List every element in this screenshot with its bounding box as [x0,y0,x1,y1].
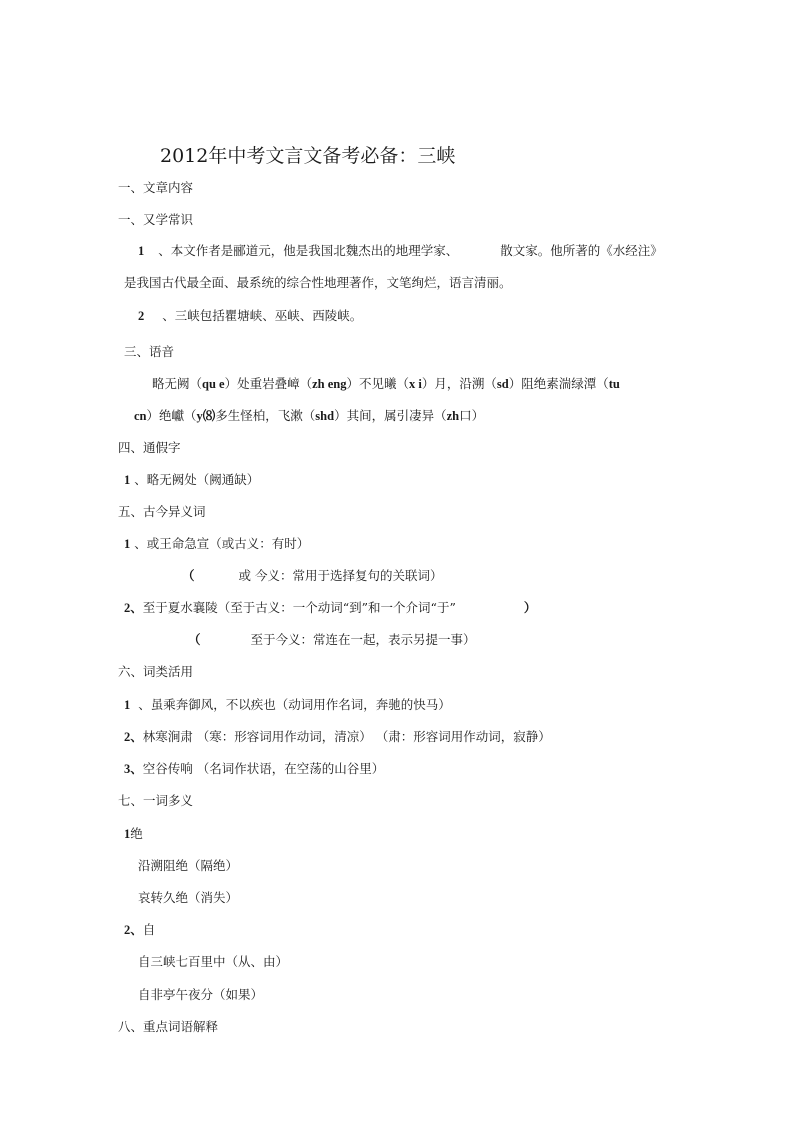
paragraph-line: 1 、或王命急宣（或古义：有时） [124,536,310,551]
paragraph-line: cn）绝巘（y⑻多生怪柏，飞漱（shd）其间，属引凄异（zh口） [134,408,485,423]
item-number: 3、 [124,762,143,776]
paragraph-line: 2 、三峡包括瞿塘峡、巫峡、西陵峡。 [138,308,363,323]
paragraph-line: 2、林寒涧肃 （寒：形容词用作动词，清凉） （肃：形容词用作动词，寂静） [124,729,551,744]
paragraph-line: 2、自 [124,922,156,937]
paragraph-line: 是我国古代最全面、最系统的综合性地理著作，文笔绚烂，语言清丽。 [124,275,512,290]
paragraph-line: 1 、略无阙处（阙通缺） [124,472,260,487]
paragraph-line: （ 至于今义：常连在一起，表示另提一事） [188,632,476,647]
paragraph-line: 沿溯阻绝（隔绝） [138,858,239,873]
item-number: 2、 [124,730,143,744]
item-number: 1 [124,827,131,841]
section-heading: 五、古今异义词 [118,504,206,519]
paragraph-line: 哀转久绝（消失） [138,890,239,905]
item-number: 2、 [124,601,143,615]
section-heading: 七、一词多义 [118,793,194,808]
page-title: 2012年中考文言文备考必备：三峡 [160,145,456,167]
item-number: 1 [124,473,131,487]
section-heading: 一、文章内容 [118,180,194,195]
paragraph-line: 1 、本文作者是郦道元，他是我国北魏杰出的地理学家、 散文家。他所著的《水经注》 [138,243,663,258]
paragraph-line: 自非亭午夜分（如果） [138,987,264,1002]
paragraph-line: （ 或 今义：常用于选择复句的关联词） [182,568,443,583]
paragraph-line: 1 、虽乘奔御风，不以疾也（动词用作名词，奔驰的快马） [124,697,451,712]
paragraph-line: 略无阙（qu e）处重岩叠嶂（zh eng）不见曦（x i）月，沿溯（sd）阻绝素湍绿潭（tu [152,376,620,391]
section-heading: 一、又学常识 [118,212,194,227]
section-heading: 八、重点词语解释 [118,1019,219,1034]
item-number: 1 [124,698,131,712]
paragraph-line: 自三峡七百里中（从、由） [138,954,289,969]
section-heading: 六、词类活用 [118,664,194,679]
paragraph-line: 3、空谷传响 （名词作状语，在空荡的山谷里） [124,761,385,776]
item-number: 2 [138,309,145,323]
item-number: 1 [124,537,131,551]
paragraph-line: 1绝 [124,826,143,841]
item-number: 1 [138,244,145,258]
section-heading: 四、通假字 [118,440,181,455]
item-number: 2、 [124,923,143,937]
paragraph-line: 2、至于夏水襄陵（至于古义：一个动词“到”和一个介词“于” ） [124,600,537,615]
section-heading: 三、语音 [124,344,175,359]
